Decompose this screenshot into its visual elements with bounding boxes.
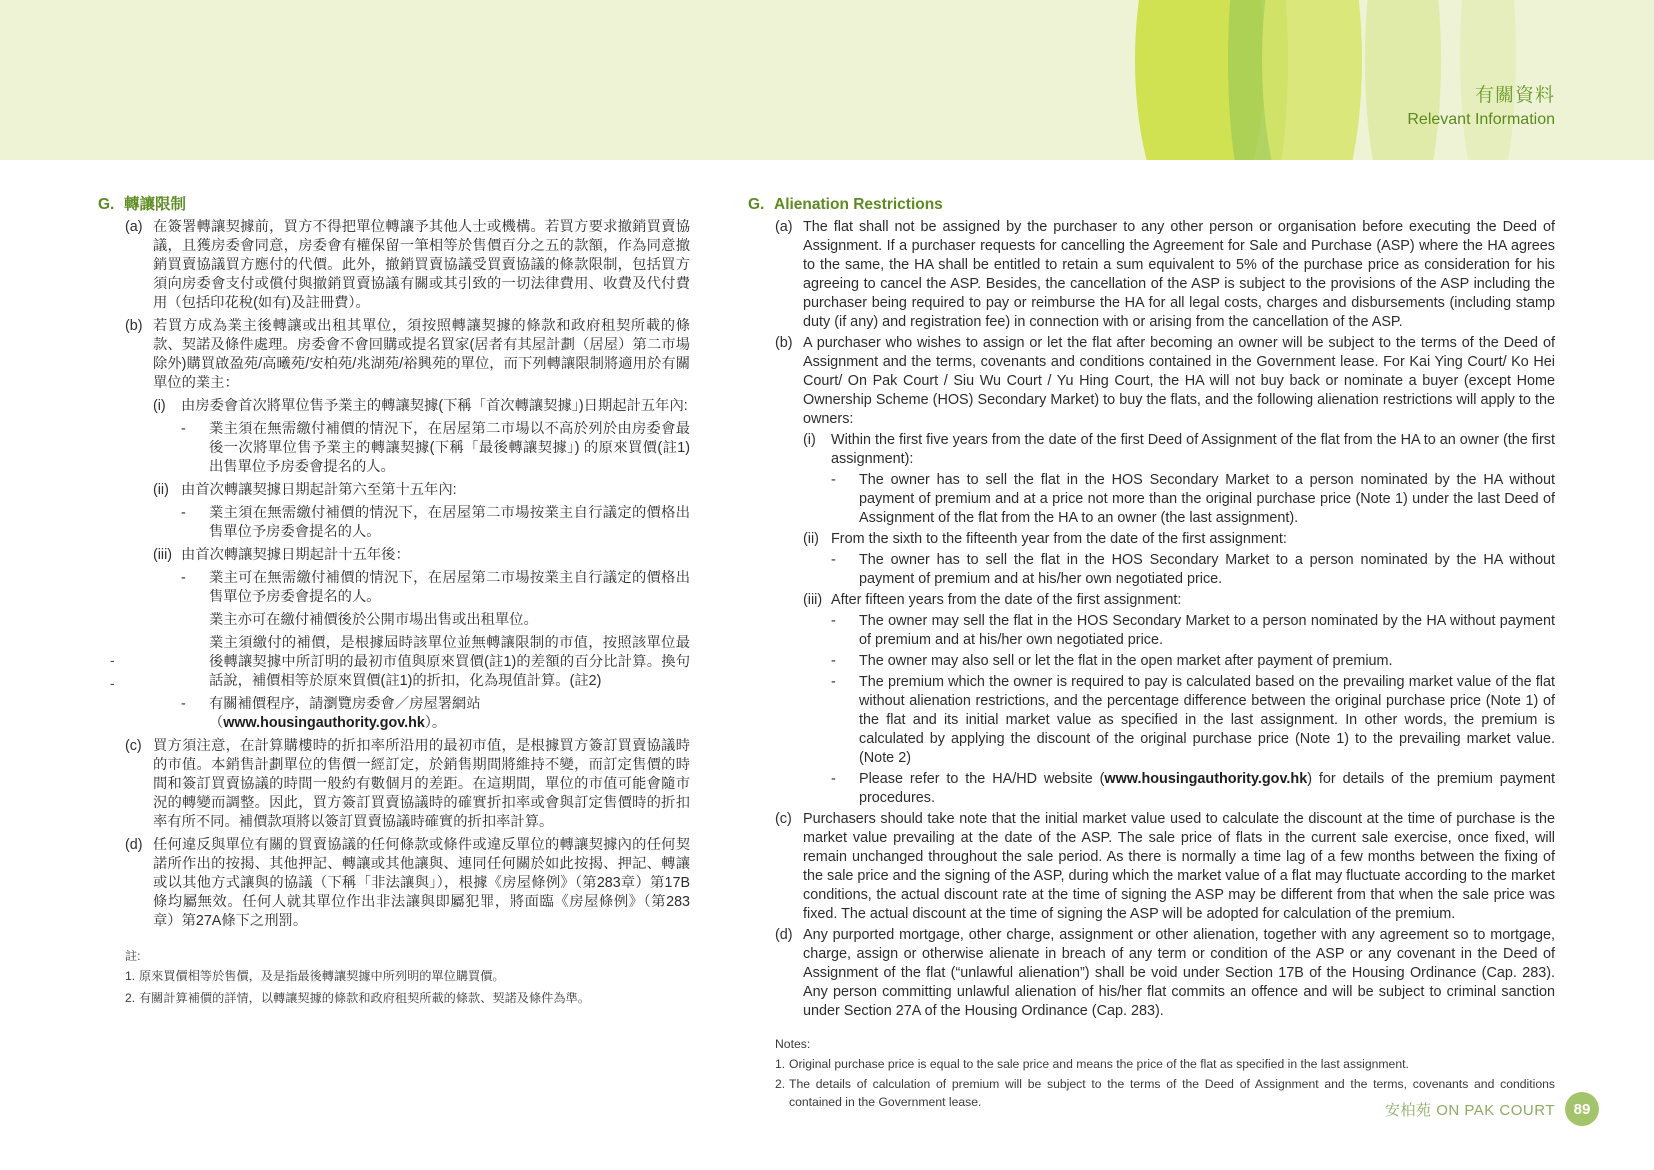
bullet-text: 業主須在無需繳付補價的情況下，在居屋第二市場以不高於列於由房委會最後一次將單位售予業主的轉讓契據(下稱「最後轉讓契據」) 的原來買價(註1)出售單位予房委會提名的人。 bbox=[209, 421, 690, 475]
section-title-en bbox=[748, 195, 1555, 214]
bullet-marker: - bbox=[831, 674, 836, 690]
bullet-text-pre: Please refer to the HA/HD website ( bbox=[859, 771, 1105, 787]
section-letter: G. bbox=[98, 196, 115, 213]
clause-b bbox=[125, 317, 690, 393]
clause-b-ii-bullet bbox=[181, 504, 690, 542]
clause-text: Any purported mortgage, other charge, assignment or other alienation, together with any agreement so to mortgage, charge, assign or otherwise alienate in breach of any term or condition of the ASP or any covenant in the Deed of Assignment of the flat (“unlawful alienation”) shall be void under Section 17B of the Housing Ordinance (Cap. 283). Any person committing unlawful alienation of his/her flat commits an offence and will be subject to criminal sanction under Section 27A of the Housing Ordinance (Cap. 283). bbox=[803, 927, 1555, 1019]
note-1 bbox=[125, 967, 690, 985]
notes-zh bbox=[125, 947, 690, 1007]
left-column bbox=[98, 195, 690, 1011]
clause-text: Purchasers should take note that the initial market value used to calculate the discount at the time of purchase is the market value prevailing at the date of the ASP. The sale price of flats in the current sale exercise, once fixed, will remain unchanged throughout the sale period. As there is normally a time lag of a few months between the fixing of the sale price and the signing of the ASP, during which the market value of a flat may fluctuate according to the market conditions, the actual discount rate at the time of signing the ASP may be different from that when the sale price was fixed. The actual discount at the time of signing the ASP will be adopted for calculation of the premium. bbox=[803, 811, 1555, 922]
clause-b-iii-bullet-3 bbox=[181, 634, 690, 691]
clause-a bbox=[775, 218, 1555, 332]
bullet-marker: - bbox=[831, 613, 836, 629]
estate-name: 安柏苑 ON PAK COURT bbox=[1385, 1101, 1555, 1119]
clause-b-iii-bullet-4 bbox=[181, 695, 690, 733]
clause-marker: (iii) bbox=[803, 592, 823, 608]
section-title-text: Alienation Restrictions bbox=[774, 196, 943, 213]
stray-dash: - bbox=[110, 652, 115, 668]
clause-b-iii-bullet-1 bbox=[831, 612, 1555, 650]
note-text: 原來買價相等於售價，及是指最後轉讓契據中所列明的單位購買價。 bbox=[139, 969, 505, 983]
clause-b-i bbox=[153, 397, 690, 416]
bullet-marker bbox=[181, 634, 209, 691]
clause-text: 若買方成為業主後轉讓或出租其單位，須按照轉讓契據的條款和政府租契所載的條款、契諾及條件處理。房委會不會回購或提名買家(居者有其屋計劃（居屋）第二市場除外)購買啟盈苑/高曦苑/安柏苑/兆湖苑/裕興苑的單位，而下列轉讓限制將適用於有關單位的業主： bbox=[153, 318, 690, 391]
clause-c bbox=[775, 810, 1555, 924]
clause-marker: (c) bbox=[125, 738, 142, 754]
note-marker: 2. bbox=[125, 991, 136, 1005]
note-marker: 1. bbox=[775, 1057, 786, 1071]
paren-open: （ bbox=[209, 715, 224, 731]
right-column bbox=[748, 195, 1555, 1113]
clause-marker: (ii) bbox=[803, 531, 819, 547]
clause-b-i-bullet bbox=[181, 420, 690, 477]
bullet-marker: - bbox=[831, 472, 836, 488]
page-number-badge: 89 bbox=[1565, 1092, 1599, 1126]
note-text: Original purchase price is equal to the sale price and means the price of the flat as specified in the last assignment. bbox=[789, 1057, 1409, 1071]
website-link[interactable]: www.housingauthority.gov.hk bbox=[1104, 771, 1308, 787]
clause-d bbox=[775, 926, 1555, 1021]
clause-d bbox=[125, 836, 690, 931]
header-title bbox=[1407, 80, 1555, 129]
clause-text: 任何違反與單位有關的買賣協議的任何條款或條件或違反單位的轉讓契據內的任何契諾所作出的按揭、其他押記、轉讓或其他讓與、連同任何關於如此按揭、押記、轉讓或以其他方式讓與的協議（下稱「非法讓與」），根據《房屋條例》（第283章）第17B條均屬無效。任何人就其單位作出非法讓與即屬犯罪，將面臨《房屋條例》（第283章）第27A條下之刑罰。 bbox=[153, 837, 690, 929]
clause-b-iii-bullet-1 bbox=[181, 569, 690, 607]
page-header bbox=[0, 0, 1654, 160]
clause-c bbox=[125, 737, 690, 832]
clause-b-iii bbox=[153, 546, 690, 565]
clause-text: 由房委會首次將單位售予業主的轉讓契據(下稱「首次轉讓契據」)日期起計五年內: bbox=[181, 398, 688, 414]
bullet-text: The owner has to sell the flat in the HOS Secondary Market to a person nominated by the HA without payment of premium and at a price not more than the original purchase price (Note 1) under the last Deed of Assignment of the flat from the HA to an owner (the last assignment). bbox=[859, 472, 1555, 526]
clause-b-ii bbox=[153, 481, 690, 500]
clause-b-iii-bullet-4 bbox=[831, 770, 1555, 808]
clause-b-iii-bullet-3 bbox=[831, 673, 1555, 768]
clause-text: From the sixth to the fifteenth year from the date of the first assignment: bbox=[831, 531, 1287, 547]
clause-text: 由首次轉讓契據日期起計第六至第十五年內: bbox=[181, 482, 457, 498]
clause-marker: (b) bbox=[775, 335, 793, 351]
notes-label: Notes: bbox=[775, 1037, 811, 1051]
clause-marker: (a) bbox=[125, 219, 143, 235]
bullet-text: The owner may also sell or let the flat in the open market after payment of premium. bbox=[859, 653, 1393, 669]
bullet-text-post: ）。 bbox=[424, 715, 447, 731]
bullet-marker: - bbox=[181, 421, 186, 437]
clause-b bbox=[775, 334, 1555, 429]
clause-marker: (b) bbox=[125, 318, 143, 334]
clause-marker: (d) bbox=[125, 837, 143, 853]
header-title-en: Relevant Information bbox=[1407, 111, 1555, 128]
clause-marker: (i) bbox=[153, 398, 166, 414]
clause-b-i-bullet bbox=[831, 471, 1555, 528]
clause-marker: (i) bbox=[803, 432, 816, 448]
clause-b-ii bbox=[803, 530, 1555, 549]
section-title-zh bbox=[98, 195, 690, 214]
clause-marker: (c) bbox=[775, 811, 792, 827]
clause-marker: (ii) bbox=[153, 482, 169, 498]
website-link[interactable]: www.housingauthority.gov.hk bbox=[223, 715, 425, 731]
bullet-text: 業主須繳付的補價，是根據屆時該單位並無轉讓限制的市值，按照該單位最後轉讓契據中所訂明的最初市值與原來買價(註1)的差額的百分比計算。換句話說，補價相等於原來買價(註1)的折扣，化為現值計算。(註2) bbox=[209, 635, 690, 689]
clause-text: 買方須注意，在計算購樓時的折扣率所沿用的最初市值，是根據買方簽訂買賣協議時的市值。本銷售計劃單位的售價一經訂定，於銷售期間將維持不變，而訂定售價的時間和簽訂買賣協議的時間一般約有數個月的差距。在這期間，單位的市值可能會隨市況的轉變而調整。因此，買方簽訂買賣協議時的確實折扣率或會與訂定售價時的折扣率有所不同。補價款項將以簽訂買賣協議時確實的折扣率計算。 bbox=[153, 738, 690, 830]
note-marker: 1. bbox=[125, 969, 136, 983]
bullet-text-pre: 有關補價程序，請瀏覽房委會／房屋署網站 bbox=[209, 696, 481, 712]
clause-text: 由首次轉讓契據日期起計十五年後： bbox=[181, 547, 410, 563]
clause-b-iii bbox=[803, 591, 1555, 610]
note-text: 有關計算補價的詳情，以轉讓契據的條款和政府租契所載的條款、契諾及條件為準。 bbox=[139, 991, 590, 1005]
clause-b-i bbox=[803, 431, 1555, 469]
bullet-text: 業主亦可在繳付補價後於公開市場出售或出租單位。 bbox=[209, 612, 538, 628]
bullet-text: 業主須在無需繳付補價的情況下，在居屋第二市場按業主自行議定的價格出售單位予房委會提名的人。 bbox=[209, 505, 690, 540]
stray-dash: - bbox=[110, 675, 115, 691]
bullet-text-post: ) for details of the premium payment procedures. bbox=[859, 771, 1555, 806]
note-1 bbox=[775, 1055, 1555, 1073]
bullet-marker: - bbox=[831, 771, 836, 787]
section-title-text: 轉讓限制 bbox=[124, 196, 187, 213]
section-letter: G. bbox=[748, 196, 765, 213]
clause-b-ii-bullet bbox=[831, 551, 1555, 589]
bullet-text bbox=[859, 770, 1555, 808]
clause-a bbox=[125, 218, 690, 313]
clause-text: After fifteen years from the date of the first assignment: bbox=[831, 592, 1182, 608]
bullet-marker: - bbox=[831, 552, 836, 568]
clause-text: Within the first five years from the date of the first Deed of Assignment of the flat from the HA to an owner (the first assignment): bbox=[831, 432, 1555, 467]
bullet-marker: - bbox=[181, 570, 186, 586]
bullet-marker: - bbox=[181, 505, 186, 521]
note-2 bbox=[125, 989, 690, 1007]
clause-text: 在簽署轉讓契據前，買方不得把單位轉讓予其他人士或機構。若買方要求撤銷買賣協議，且獲房委會同意，房委會有權保留一筆相等於售價百分之五的款額，作為同意撤銷買賣協議買方應付的代價。此外，撤銷買賣協議受買賣協議的條款限制，包括買方須向房委會支付或償付與撤銷買賣協議有關或其引致的一切法律費用、收費及代付費用（包括印花稅(如有)及註冊費）。 bbox=[153, 219, 690, 311]
bullet-text: The owner may sell the flat in the HOS Secondary Market to a person nominated by the HA without payment of premium and at his/her own negotiated price. bbox=[859, 613, 1555, 648]
clause-marker: (a) bbox=[775, 219, 793, 235]
page-footer bbox=[1385, 1092, 1599, 1126]
bullet-text: The premium which the owner is required to pay is calculated based on the prevailing market value of the flat without alienation restrictions, and the percentage difference between the original purchase price (Note 1) of the flat and its initial market value as specified in the last assignment. In other words, the premium is calculated by applying the discount of the original purchase price (Note 1) to the prevailing market value. (Note 2) bbox=[859, 674, 1555, 766]
clause-marker: (d) bbox=[775, 927, 793, 943]
clause-marker: (iii) bbox=[153, 547, 173, 563]
leaf-decoration bbox=[0, 0, 1654, 160]
bullet-marker bbox=[181, 611, 209, 630]
bullet-text: 業主可在無需繳付補價的情況下，在居屋第二市場按業主自行議定的價格出售單位予房委會提名的人。 bbox=[209, 570, 690, 605]
note-text: The details of calculation of premium will be subject to the terms of the Deed of Assignment and the terms, covenants and conditions contained in the Government lease. bbox=[789, 1077, 1555, 1109]
clause-b-iii-bullet-2 bbox=[831, 652, 1555, 671]
bullet-marker: - bbox=[831, 653, 836, 669]
clause-text: The flat shall not be assigned by the purchaser to any other person or organisation before executing the Deed of Assignment. If a purchaser requests for cancelling the Agreement for Sale and Purchase (ASP) where the HA agrees to the same, the HA shall be entitled to retain a sum equivalent to 5% of the purchase price as consideration for his agreeing to cancel the ASP. Besides, the cancellation of the ASP is subject to the provisions of the ASP including the purchaser being required to pay or reimburse the HA for all legal costs, charges and disbursements (including stamp duty (if any) and registration fee) in connection with or arising from the cancellation of the ASP. bbox=[803, 219, 1555, 330]
bullet-marker: - bbox=[181, 696, 186, 712]
bullet-text: The owner has to sell the flat in the HOS Secondary Market to a person nominated by the HA without payment of premium and at his/her own negotiated price. bbox=[859, 552, 1555, 587]
note-marker: 2. bbox=[775, 1077, 786, 1091]
clause-b-iii-bullet-2 bbox=[181, 611, 690, 630]
clause-text: A purchaser who wishes to assign or let the flat after becoming an owner will be subject to the terms of the Deed of Assignment and the terms, covenants and conditions contained in the Government lease. For Kai Ying Court/ Ko Hei Court/ On Pak Court / Siu Wu Court / Yu Hing Court, the HA will not buy back or nominate a buyer (except Home Ownership Scheme (HOS) Secondary Market) to buy the flats, and the following alienation restrictions will apply to the owners: bbox=[803, 335, 1555, 427]
bullet-text bbox=[209, 695, 690, 733]
notes-label: 註: bbox=[125, 949, 141, 963]
header-title-zh: 有關資料 bbox=[1474, 85, 1555, 106]
